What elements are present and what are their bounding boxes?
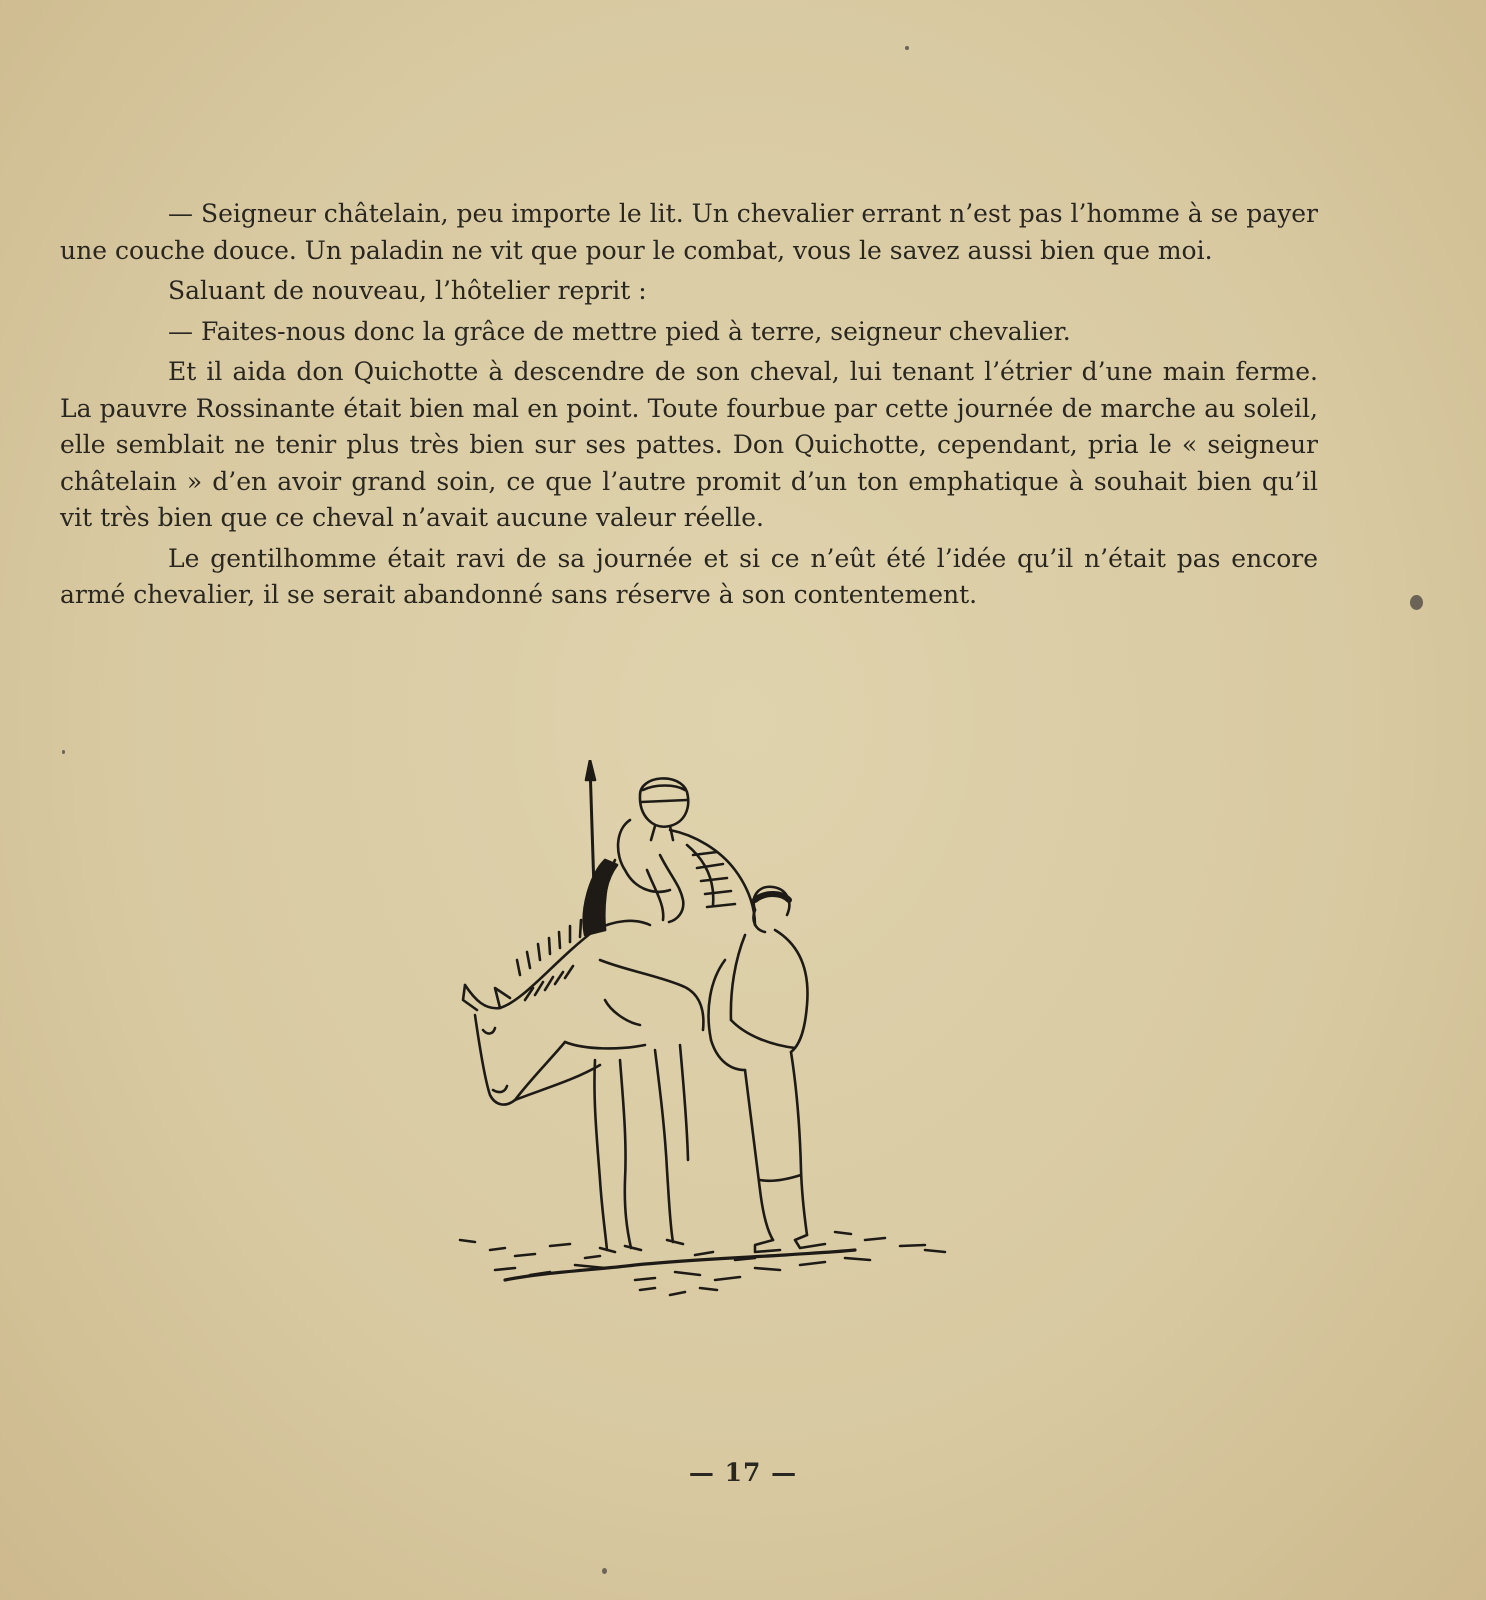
paragraph: — Faites-nous donc la grâce de mettre pied à terre, seigneur chevalier.: [168, 316, 1071, 346]
paragraph: Saluant de nouveau, l’hôtelier reprit :: [168, 276, 647, 305]
body-text: [60, 196, 1318, 618]
paragraph: Le gentilhomme était ravi de sa journée et si ce n’eût été l’idée qu’il n’était pas encore armé chevalier, il se serait abandonné sans réserve à son contentement.: [60, 543, 1318, 609]
paragraph: Et il aida don Quichotte à descendre de son cheval, lui tenant l’étrier d’une main ferme. La pauvre Rossinante était bien mal en point. Toute fourbue par cette journée de marche au soleil, elle semblait ne tenir plus très bien sur ses pattes. Don Quichotte, cependant, pria le « seigneur châtelain » d’en avoir grand soin, ce que l’autre promit d’un ton emphatique à souhait bien qu’il vit très bien que ce cheval n’avait aucune valeur réelle.: [60, 357, 1318, 532]
paragraph: — Seigneur châtelain, peu importe le lit. Un chevalier errant n’est pas l’homme à se payer une couche douce. Un paladin ne vit que pour le combat, vous le savez aussi bien que moi.: [60, 199, 1318, 265]
paper-speck: [62, 750, 65, 754]
paper-speck: [905, 46, 909, 50]
paper-speck: [1410, 595, 1423, 610]
paper-speck: [602, 1568, 607, 1574]
page-number: — 17 —: [688, 1458, 798, 1487]
don-quixote-dismounting-illustration: [455, 760, 975, 1320]
